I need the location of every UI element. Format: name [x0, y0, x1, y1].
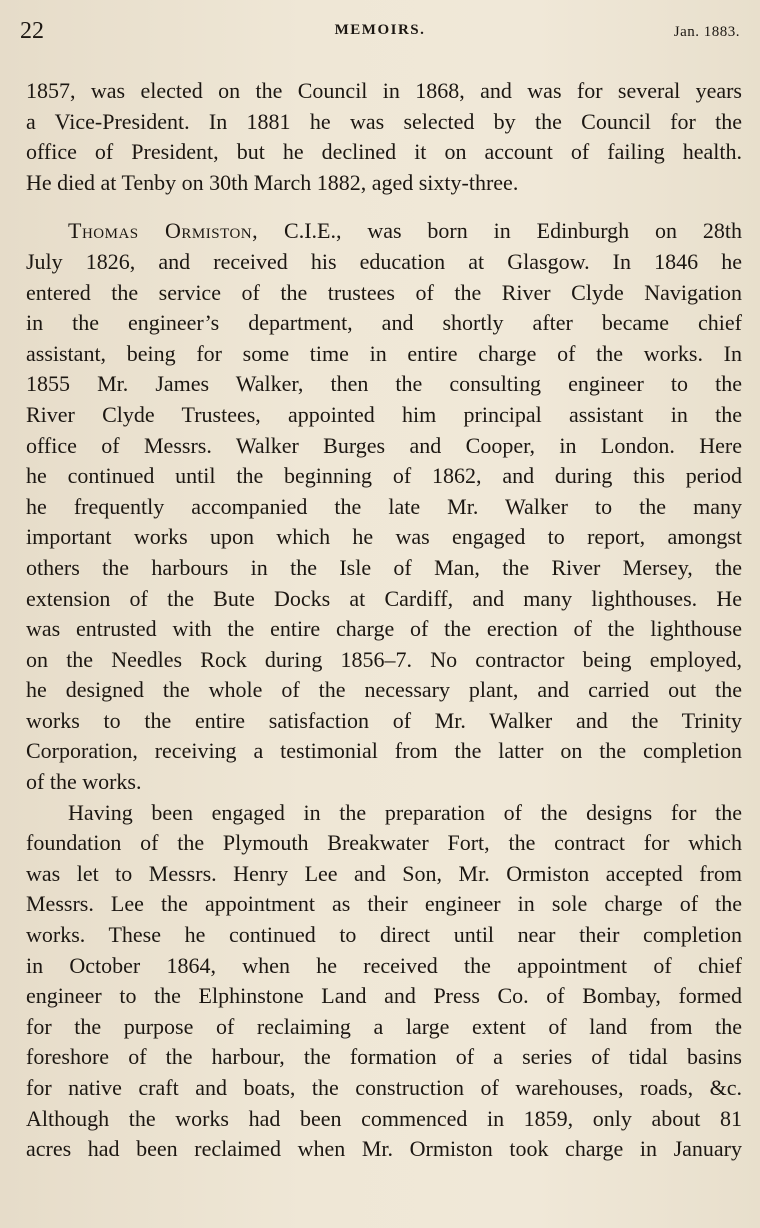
text-line: extension of the Bute Docks at Cardiff, and many lighthouses. He — [26, 585, 742, 611]
page-number: 22 — [20, 18, 44, 44]
text-line: a Vice-President. In 1881 he was selected by the Council for the — [26, 108, 742, 134]
running-title: MEMOIRS. — [334, 22, 426, 38]
text-line — [26, 216, 742, 247]
text-line: Messrs. Lee the appointment as their engineer in sole charge of the — [26, 891, 742, 917]
text-line: in October 1864, when he received the appointment of chief — [26, 952, 742, 978]
text-line: important works upon which he was engaged to report, amongst — [26, 524, 742, 550]
body-text — [26, 76, 742, 1165]
text-line: River Clyde Trustees, appointed him principal assistant in the — [26, 401, 742, 427]
text-line: office of Messrs. Walker Burges and Cooper, in London. Here — [26, 432, 742, 458]
text-line: assistant, being for some time in entire charge of the works. In — [26, 340, 742, 366]
paragraph-continuation — [26, 76, 742, 198]
text-line: he frequently accompanied the late Mr. Walker to the many — [26, 493, 742, 519]
text-line: 1855 Mr. James Walker, then the consulting engineer to the — [26, 371, 742, 397]
text-line: works to the entire satisfaction of Mr. Walker and the Trinity — [26, 707, 742, 733]
text-line: entered the service of the trustees of the River Clyde Navigation — [26, 279, 742, 305]
text-line: office of President, but he declined it on account of failing health. — [26, 139, 742, 165]
text-line: acres had been reclaimed when Mr. Ormiston took charge in January — [26, 1136, 742, 1162]
text-line: for the purpose of reclaiming a large extent of land from the — [26, 1013, 742, 1039]
text-line: for native craft and boats, the construction of warehouses, roads, &c. — [26, 1075, 742, 1100]
text-line: Although the works had been commenced in 1859, only about 81 — [26, 1105, 742, 1131]
text-line: foundation of the Plymouth Breakwater Fort, the contract for which — [26, 830, 742, 856]
page-header — [20, 18, 740, 48]
paragraph-ormiston-bio — [26, 216, 742, 797]
text-line: works. These he continued to direct until near their completion — [26, 922, 742, 948]
text-line: of the works. — [26, 769, 142, 795]
text-line: Having been engaged in the preparation of the designs for the — [68, 799, 742, 825]
text-line: was let to Messrs. Henry Lee and Son, Mr. Ormiston accepted from — [26, 860, 742, 886]
text-line: others the harbours in the Isle of Man, the River Mersey, the — [26, 554, 742, 580]
text-line: foreshore of the harbour, the formation of a series of tidal basins — [26, 1044, 742, 1070]
text-line: He died at Tenby on 30th March 1882, aged sixty-three. — [26, 169, 519, 195]
text-line: he continued until the beginning of 1862, and during this period — [26, 463, 742, 489]
text-line: in the engineer’s department, and shortly after became chief — [26, 310, 742, 336]
header-date: Jan. 1883. — [673, 24, 740, 40]
first-line-rest: C.I.E., was born in Edinburgh on 28th — [284, 218, 742, 244]
paragraph-plymouth — [26, 798, 742, 1165]
text-line: engineer to the Elphinstone Land and Press Co. of Bombay, formed — [26, 983, 742, 1009]
text-line: Corporation, receiving a testimonial from the latter on the completion — [26, 738, 742, 764]
text-line: was entrusted with the entire charge of the erection of the lighthouse — [26, 616, 742, 642]
text-line: on the Needles Rock during 1856–7. No contractor being employed, — [26, 646, 742, 672]
memoir-subject-name: Thomas Ormiston, — [68, 218, 259, 244]
text-line: July 1826, and received his education at Glasgow. In 1846 he — [26, 248, 742, 274]
text-line: 1857, was elected on the Council in 1868, and was for several years — [26, 78, 742, 103]
text-line: he designed the whole of the necessary plant, and carried out the — [26, 677, 742, 703]
